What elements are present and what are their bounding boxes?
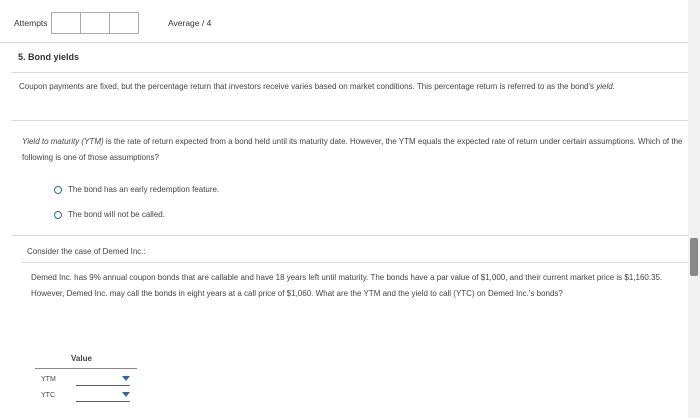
ytm-term: Yield to maturity (YTM) [22, 137, 104, 146]
case-heading: Consider the case of Demed Inc.: [27, 247, 146, 256]
option-label: The bond will not be called. [68, 210, 165, 219]
scrollbar[interactable] [688, 0, 700, 418]
ytm-dropdown[interactable] [76, 374, 130, 386]
section-divider [22, 262, 688, 263]
option-label: The bond has an early redemption feature. [68, 185, 220, 194]
row-label-ytm: YTM [41, 376, 56, 383]
attempts-label: Attempts [14, 18, 48, 28]
case-text: Demed Inc. has 9% annual coupon bonds that are callable and have 18 years left until maturity. The bonds have a par value of $1,000, and their current market price is $1,160.35. However, Demed Inc. may call the bonds in eight years at a call price of $1,060. What are the YTM and the yield to call (YTC) on Demed Inc.'s bonds? [31, 273, 663, 298]
section-divider [12, 72, 688, 73]
option-early-redemption[interactable] [54, 185, 219, 194]
chevron-down-icon[interactable] [122, 376, 130, 381]
header-divider [0, 42, 688, 43]
radio-button[interactable] [54, 211, 62, 219]
attempt-box [52, 13, 81, 33]
attempts-bar [14, 12, 139, 34]
intro-text: Coupon payments are fixed, but the percentage return that investors receive varies based on market conditions. This percentage return is referred to as the bond's [19, 82, 597, 91]
average-score: Average / 4 [168, 18, 212, 28]
ytc-dropdown[interactable] [76, 390, 130, 402]
intro-paragraph [19, 79, 684, 95]
row-label-ytc: YTC [41, 392, 55, 399]
radio-button[interactable] [54, 186, 62, 194]
attempt-box [110, 13, 138, 33]
value-column-header: Value [71, 354, 92, 363]
section-divider [12, 235, 688, 236]
ytm-question-text: is the rate of return expected from a bond held until its maturity date. However, the YTM equals the expected rate of return under certain assumptions. Which of the following is one of those assumptions? [22, 137, 683, 162]
intro-term: yield. [596, 82, 615, 91]
attempt-box [81, 13, 110, 33]
question-title: 5. Bond yields [18, 52, 80, 62]
attempt-boxes [51, 12, 139, 34]
scrollbar-thumb[interactable] [690, 238, 698, 276]
table-header-rule [35, 368, 137, 369]
ytm-question [22, 134, 684, 166]
section-divider [12, 120, 688, 121]
option-not-called[interactable] [54, 210, 165, 219]
chevron-down-icon[interactable] [122, 392, 130, 397]
